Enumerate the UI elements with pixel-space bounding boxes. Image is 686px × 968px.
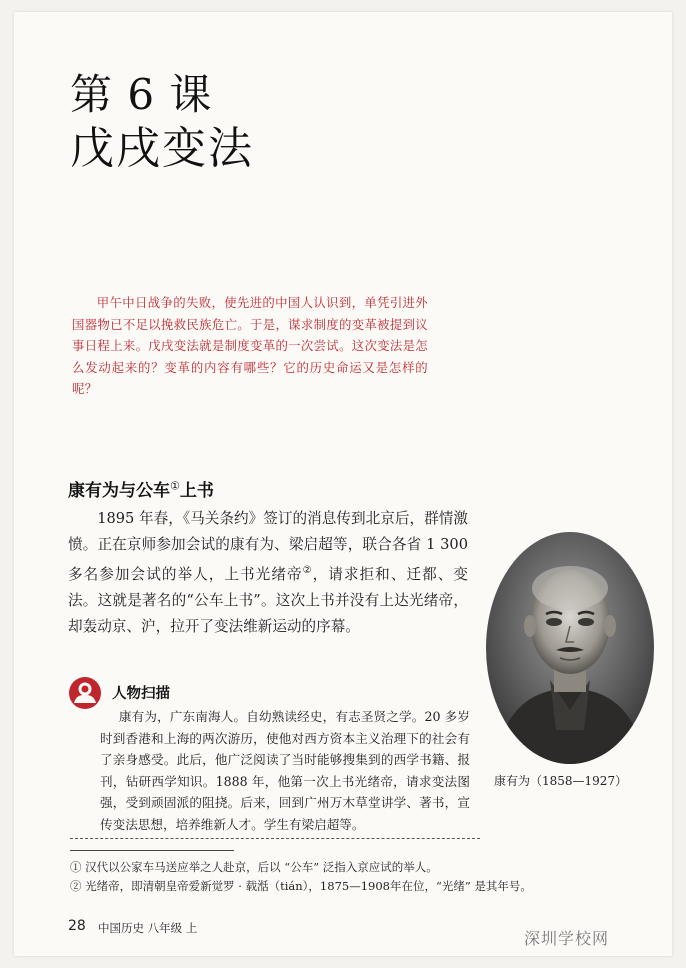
footnotes bbox=[70, 858, 660, 896]
footnote-rule bbox=[70, 850, 234, 851]
section-heading-tail: 上书 bbox=[179, 481, 214, 501]
footnote-2: ② 光绪帝，即清朝皇帝爱新觉罗 · 载湉（tián），1875—1908年在位，“光绪” 是其年号。 bbox=[70, 879, 532, 893]
sidebar-divider bbox=[70, 838, 480, 839]
footnote-mark-2: ② bbox=[302, 565, 313, 576]
section-heading-text: 康有为与公车 bbox=[68, 481, 170, 501]
running-title: 中国历史 八年级 上 bbox=[98, 921, 198, 935]
page-number: 28 bbox=[68, 918, 86, 934]
portrait-caption: 康有为（1858—1927） bbox=[494, 774, 628, 788]
sidebar-text: 康有为，广东南海人。自幼熟读经史，有志圣贤之学。20 多岁时到香港和上海的两次游历，使他对西方资本主义治理下的社会有了亲身感受。此后，他广泛阅读了当时能够搜集到的西学书籍、报刊，钻研西学知识。1888 年，他第一次上书光绪帝，请求变法图强，受到顽固派的阻挠。后来，回到广州万木草堂讲学、著书，宣传变法思想，培养维新人才。学生有梁启超等。 bbox=[100, 709, 470, 832]
sidebar-title: 人物扫描 bbox=[112, 686, 170, 702]
lesson-number: 第 6 课 bbox=[70, 70, 213, 119]
footnote-1: ① 汉代以公家车马送应举之人赴京，后以 “公车” 泛指入京应试的举人。 bbox=[70, 860, 438, 874]
section-heading bbox=[68, 476, 214, 501]
textbook-page bbox=[14, 12, 672, 956]
footnote-mark-1: ① bbox=[170, 479, 180, 493]
intro-paragraph: 甲午中日战争的失败，使先进的中国人认识到，单凭引进外国器物已不足以挽救民族危亡。于是，谋求制度的变革被提到议事日程上来。戊戌变法就是制度变革的一次尝试。这次变法是怎么发动起来的？变革的内容有哪些？它的历史命运又是怎样的呢？ bbox=[72, 295, 428, 396]
watermark: 深圳学校网 bbox=[524, 929, 610, 948]
body-text-part1: 1895 年春，《马关条约》签订的消息传到北京后，群情激愤。正在京师参加会试的康有为、梁启超等，联合各省 1 300 多名参加会试的举人，上书光绪帝 bbox=[68, 510, 468, 583]
body-text-part2: ，请求拒和、迁都、变法。这就是著名的“公车上书”。这次上书并没有上达光绪帝，却轰动京、沪，拉开了变法维新运动的序幕。 bbox=[68, 565, 468, 635]
lesson-title: 戊戌变法 bbox=[70, 123, 254, 174]
person-icon bbox=[68, 676, 102, 710]
body-paragraph bbox=[68, 506, 468, 640]
portrait-photo bbox=[484, 530, 656, 766]
